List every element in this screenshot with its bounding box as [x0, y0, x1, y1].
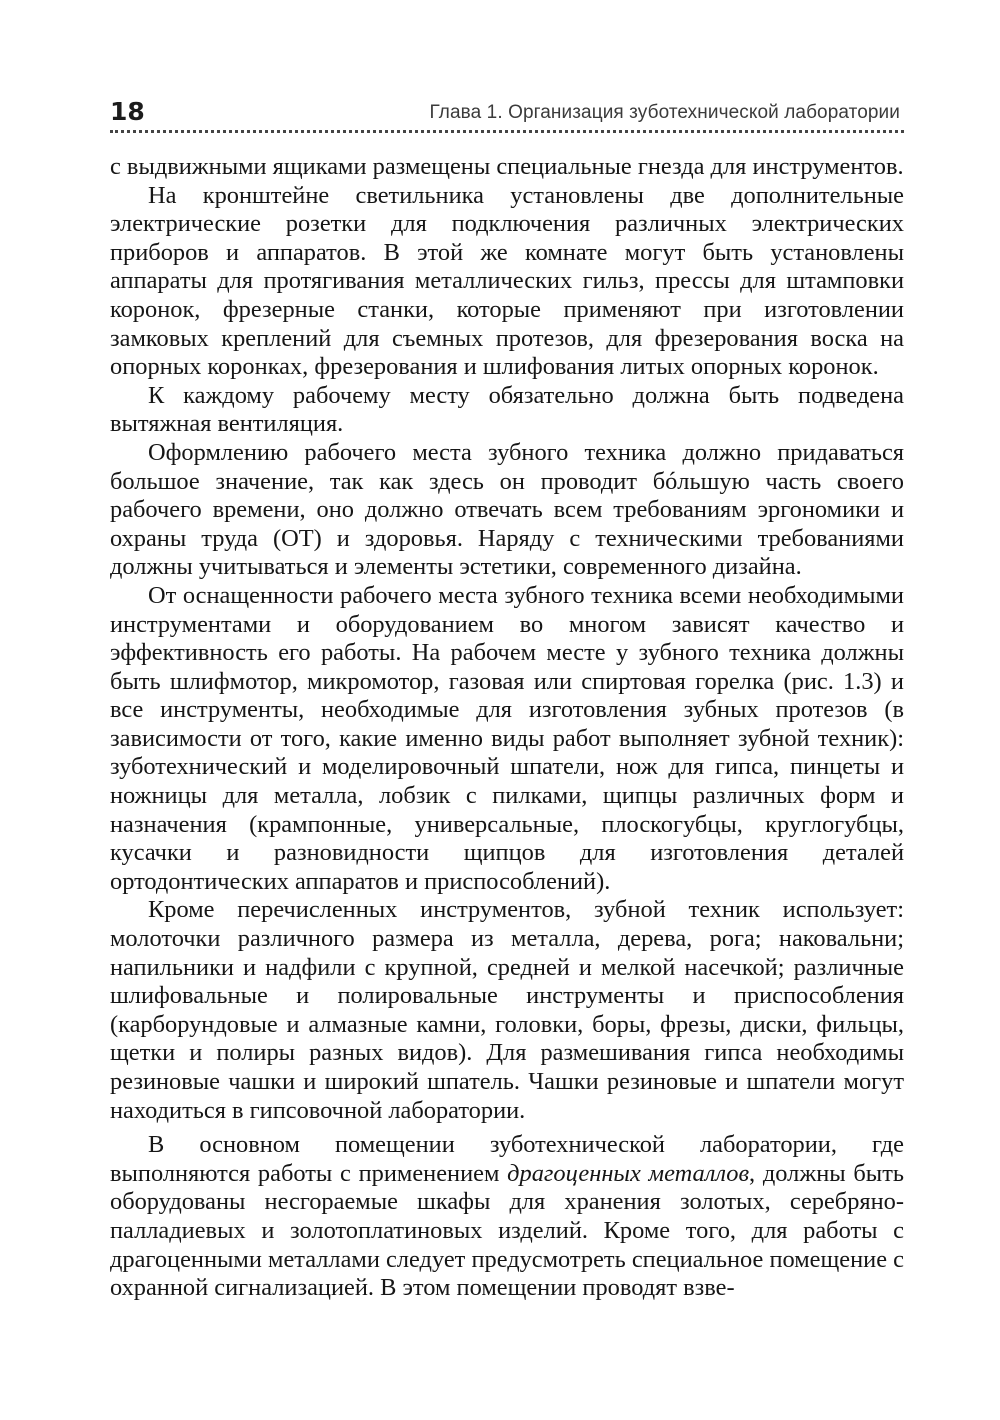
page-header — [110, 92, 904, 132]
paragraph — [110, 1131, 904, 1303]
paragraph: От оснащенности рабочего места зубного техника всеми необходимыми инструментами и оборудованием во многом зависят качество и эффективность его работы. На рабочем месте у зубного техника должны быть шлифмотор, микромотор, газовая или спиртовая горелка (рис. 1.3) и все инструменты, необходимые для изготовления зубных протезов (в зависимости от того, какие именно виды работ выполняет зубной техник): зуботехнический и моделировочный шпатели, нож для гипса, пинцеты и ножницы для металла, лобзик с пилками, щипцы различных форм и назначения (крампонные, универсальные, плоскогубцы, круглогубцы, кусачки и разновидности щипцов для изготовления деталей ортодонтических аппаратов и приспособлений). — [110, 581, 904, 895]
paragraph: К каждому рабочему месту обязательно должна быть подведена вытяжная вентиляция. — [110, 381, 904, 438]
italic-term: драгоценных металлов — [507, 1159, 750, 1187]
paragraph-text: , должны быть оборудованы несгораемые шкафы для хранения золотых, серебряно-палладиевых и золотоплатиновых изделий. Кроме того, для работы с драгоценными металлами следует предусмотреть специальное помещение с охранной сигнализацией. В этом помещении проводят взве- — [110, 1159, 904, 1302]
page-number: 18 — [110, 97, 145, 126]
header-dotted-rule — [110, 130, 904, 133]
paragraph: Оформлению рабочего места зубного техника должно придаваться большое значение, так как здесь он проводит бóльшую часть своего рабочего времени, оно должно отвечать всем требованиям эргономики и охраны труда (ОТ) и здоровья. Наряду с техническими требованиями должны учитываться и элементы эстетики, современного дизайна. — [110, 438, 904, 581]
body-text — [110, 153, 904, 1303]
paragraph: Кроме перечисленных инструментов, зубной техник использует: молоточки различного размера из металла, дерева, рога; наковальни; напильники и надфили с крупной, средней и мелкой насечкой; различные шлифовальные и полировальные инструменты и приспособления (карборундовые и алмазные камни, головки, боры, фрезы, диски, фильцы, щетки и полиры разных видов). Для размешивания гипса необходимы резиновые чашки и широкий шпатель. Чашки резиновые и шпатели могут находиться в гипсовочной лаборатории. — [110, 896, 904, 1124]
paragraph-text: В основном помещении зуботехнической лаборатории, где выполняются работы с применением — [110, 1131, 904, 1187]
paragraph: На кронштейне светильника установлены две дополнительные электрические розетки для подключения различных электрических приборов и аппаратов. В этой же комнате могут быть установлены аппараты для протягивания металлических гильз, прессы для штамповки коронок, фрезерные станки, которые применяют при изготовлении замковых креплений для съемных протезов, для фрезерования воска на опорных коронках, фрезерования и шлифования литых опорных коронок. — [110, 181, 904, 381]
chapter-running-head: Глава 1. Организация зуботехнической лаборатории — [429, 102, 900, 123]
paragraph: с выдвижными ящиками размещены специальные гнезда для инструментов. — [110, 153, 904, 180]
